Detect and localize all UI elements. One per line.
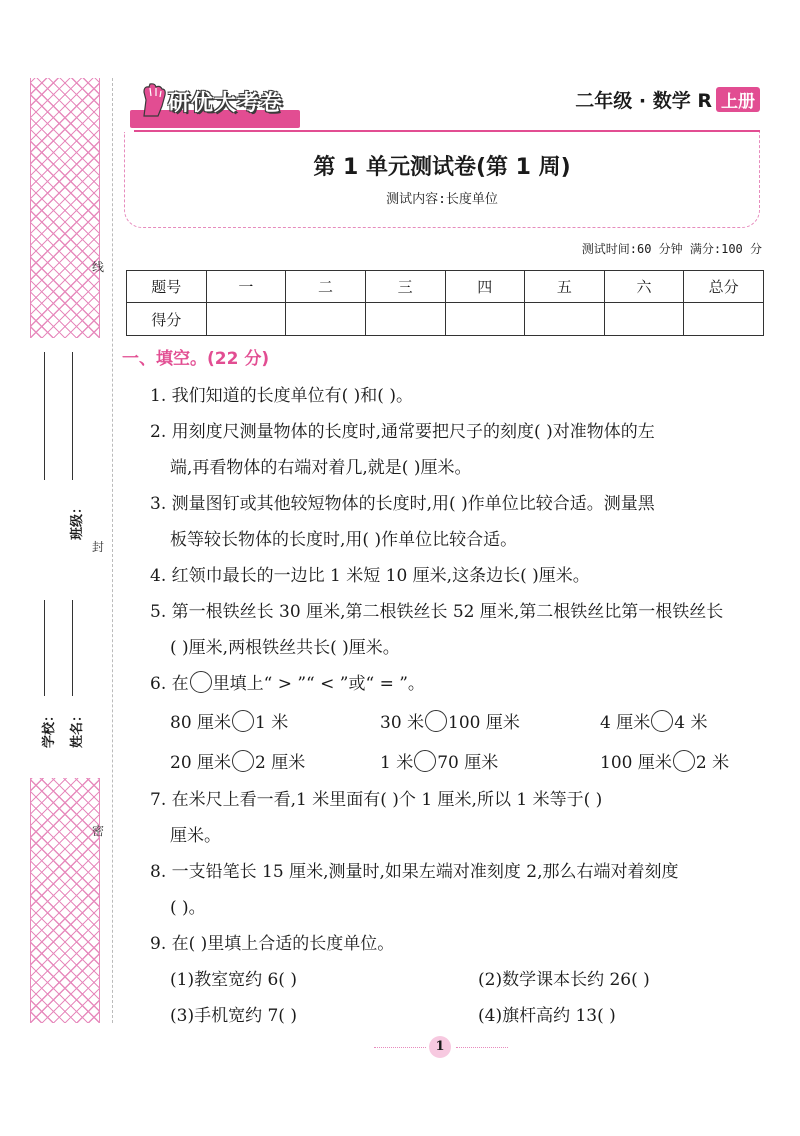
- question-line: 1. 我们知道的长度单位有( )和( )。: [150, 386, 413, 406]
- table-header-cell: 四: [445, 271, 525, 303]
- section-title: 一、填空。(22 分): [122, 349, 270, 369]
- question-line: 7. 在米尺上看一看,1 米里面有( )个 1 厘米,所以 1 米等于( ): [150, 790, 603, 810]
- binding-dashed-line: [112, 78, 113, 1023]
- name-label: 姓名：: [70, 708, 85, 748]
- q9-option: (3)手机宽约 7( ): [170, 1006, 297, 1026]
- page-title: 第 1 单元测试卷(第 1 周): [313, 155, 571, 180]
- compare-item: 1 米 70 厘米: [380, 745, 498, 781]
- compare-item: 100 厘米 2 米: [600, 745, 729, 781]
- lattice-pattern-top: [30, 78, 100, 338]
- binding-sidebar: [30, 78, 98, 1023]
- lattice-pattern-bottom: [30, 778, 100, 1023]
- circle-icon: [190, 671, 212, 693]
- question-line: ( )。: [170, 898, 206, 918]
- question-line: 9. 在( )里填上合适的长度单位。: [150, 934, 395, 954]
- table-header-cell: 三: [365, 271, 445, 303]
- question-line: 板等较长物体的长度时,用( )作单位比较合适。: [170, 530, 518, 550]
- compare-circle[interactable]: [425, 710, 447, 732]
- question-line: 4. 红领巾最长的一边比 1 米短 10 厘米,这条边长( )厘米。: [150, 566, 590, 586]
- binding-char-mi: 密: [92, 824, 105, 838]
- question-line: 8. 一支铅笔长 15 厘米,测量时,如果左端对准刻度 2,那么右端对着刻度: [150, 862, 679, 882]
- compare-circle[interactable]: [414, 750, 436, 772]
- compare-circle[interactable]: [232, 710, 254, 732]
- question-line-6: [150, 666, 425, 702]
- question-line: 2. 用刻度尺测量物体的长度时,通常要把尺子的刻度( )对准物体的左: [150, 422, 655, 442]
- logo-sub-text: YANYOUDAKAOJUAN: [178, 114, 292, 124]
- table-header-cell: 六: [604, 271, 684, 303]
- score-table-header-row: [127, 271, 764, 303]
- footer-divider-left: [374, 1047, 426, 1048]
- page-subtitle: 测试内容:长度单位: [386, 192, 498, 207]
- question-line: 5. 第一根铁丝长 30 厘米,第二根铁丝长 52 厘米,第二根铁丝比第一根铁丝长: [150, 602, 724, 622]
- volume-badge: 上册: [716, 87, 760, 112]
- q9-option: (2)数学课本长约 26( ): [478, 970, 650, 990]
- fist-icon: [138, 82, 168, 118]
- binding-char-feng: 封: [92, 540, 105, 554]
- footer-divider-right: [456, 1047, 508, 1048]
- binding-char-xian: 线: [92, 260, 105, 274]
- score-cell[interactable]: [525, 303, 605, 336]
- name-blank-line[interactable]: [72, 600, 73, 696]
- score-cell[interactable]: [206, 303, 286, 336]
- grade-subject: [575, 86, 760, 113]
- score-cell[interactable]: [365, 303, 445, 336]
- q6-suffix: 里填上“ > ”“ < ”或“ = ”。: [212, 674, 425, 694]
- compare-circle[interactable]: [673, 750, 695, 772]
- brand-logo: [130, 82, 308, 130]
- compare-circle[interactable]: [651, 710, 673, 732]
- question-line: 厘米。: [170, 826, 221, 846]
- score-table: [126, 270, 764, 336]
- score-row-label: 得分: [127, 303, 207, 336]
- score-table-score-row: [127, 303, 764, 336]
- grade-text: 二年级 · 数学 R: [575, 90, 712, 112]
- question-line: ( )厘米,两根铁丝共长( )厘米。: [170, 638, 400, 658]
- compare-item: 30 米 100 厘米: [380, 705, 520, 741]
- table-header-cell: 一: [206, 271, 286, 303]
- score-cell[interactable]: [604, 303, 684, 336]
- logo-main-text: 研优大考卷: [168, 91, 284, 116]
- test-timing: 测试时间:60 分钟 满分:100 分: [581, 242, 762, 256]
- score-cell[interactable]: [286, 303, 366, 336]
- school-blank-line[interactable]: [44, 600, 45, 696]
- q6-prefix: 6. 在: [150, 674, 189, 694]
- table-header-cell: 五: [525, 271, 605, 303]
- compare-circle[interactable]: [232, 750, 254, 772]
- q9-option: (1)教室宽约 6( ): [170, 970, 297, 990]
- table-header-cell: 题号: [127, 271, 207, 303]
- page-header: [124, 80, 760, 230]
- school-label: 学校：: [42, 708, 57, 748]
- school-blank-line-upper: [44, 352, 45, 480]
- compare-item: 4 厘米 4 米: [600, 705, 707, 741]
- compare-item: 80 厘米 1 米: [170, 705, 288, 741]
- class-label: 班级：: [70, 500, 85, 540]
- compare-item: 20 厘米 2 厘米: [170, 745, 305, 781]
- question-line: 3. 测量图钉或其他较短物体的长度时,用( )作单位比较合适。测量黑: [150, 494, 655, 514]
- q9-option: (4)旗杆高约 13( ): [478, 1006, 616, 1026]
- question-line: 端,再看物体的右端对着几,就是( )厘米。: [170, 458, 472, 478]
- table-header-cell: 二: [286, 271, 366, 303]
- table-header-cell: 总分: [684, 271, 764, 303]
- class-blank-line[interactable]: [72, 352, 73, 480]
- score-cell[interactable]: [445, 303, 525, 336]
- page-number: 1: [429, 1036, 451, 1058]
- score-cell[interactable]: [684, 303, 764, 336]
